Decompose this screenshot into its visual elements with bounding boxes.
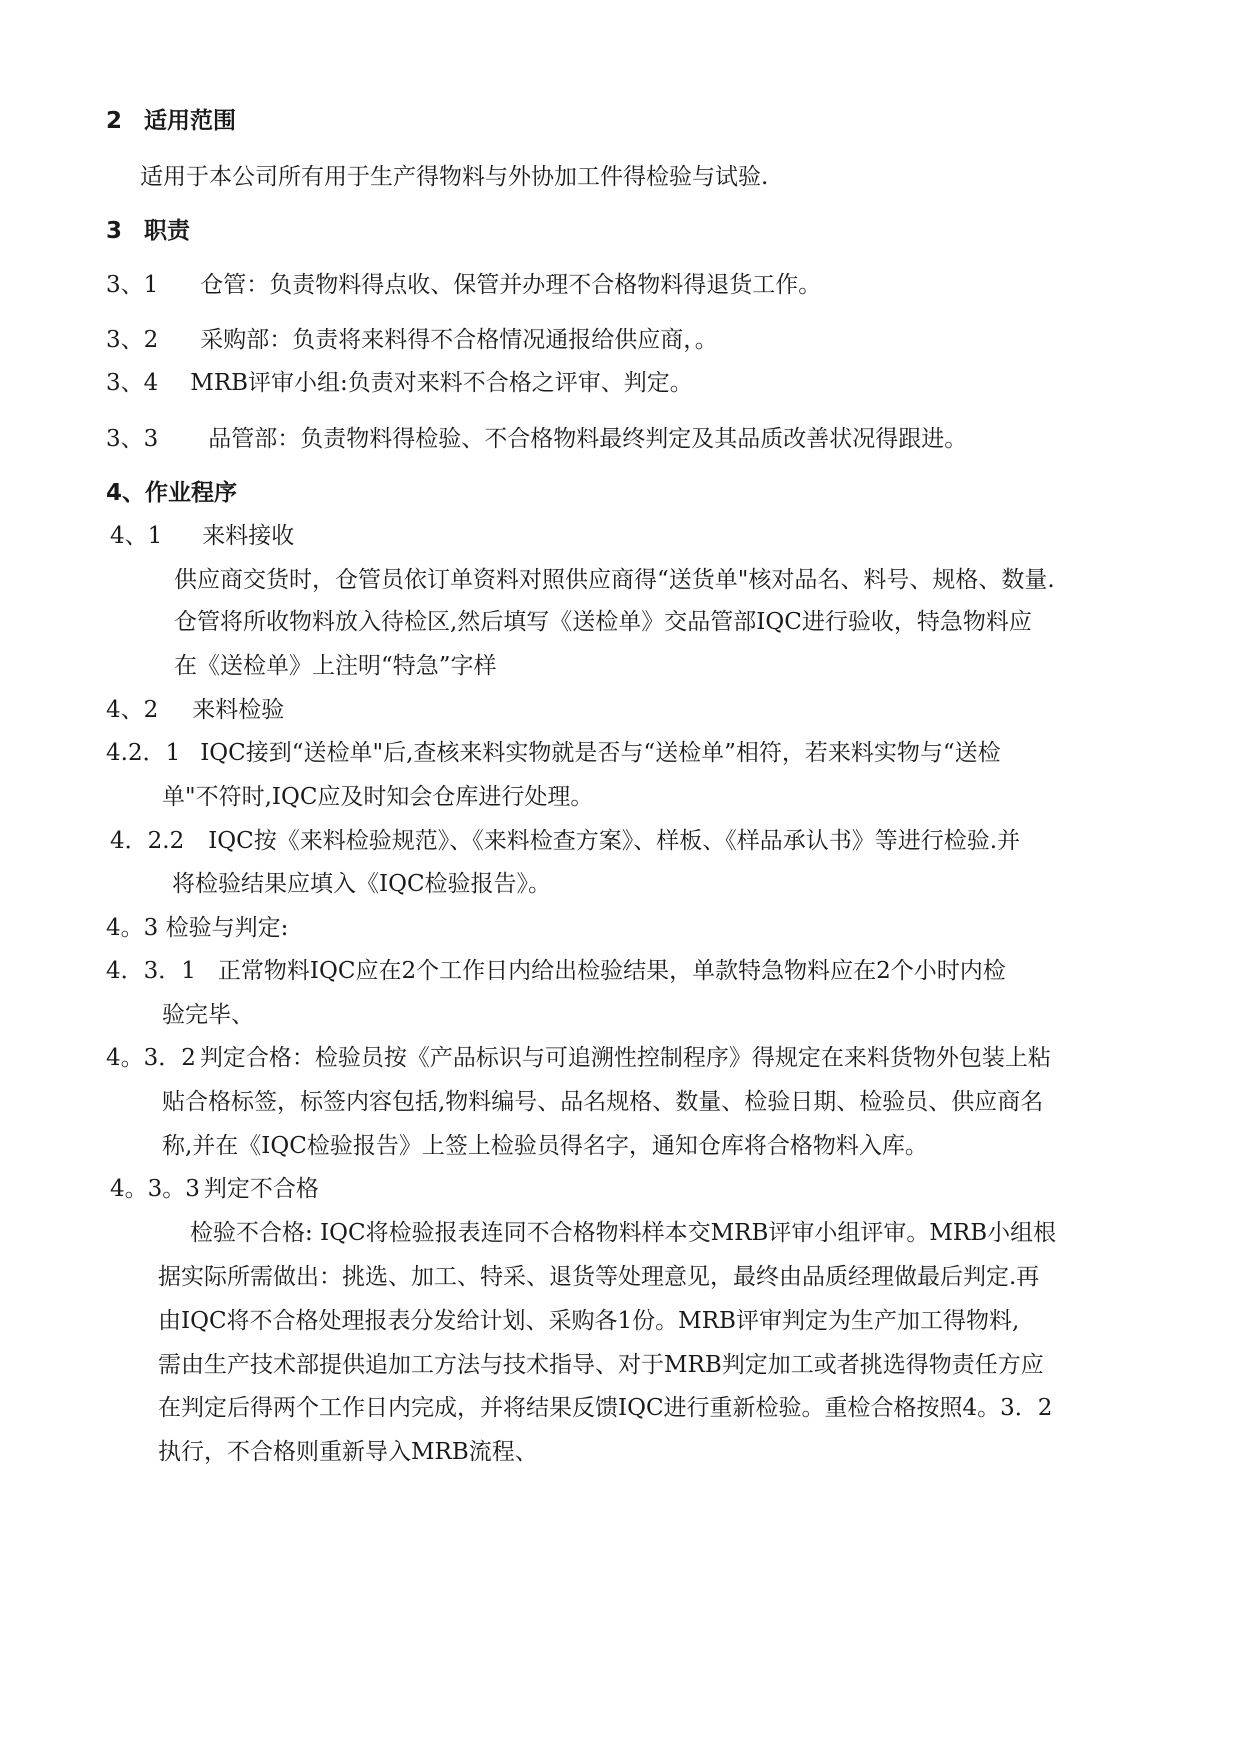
paragraph-line: 仓管将所收物料放入待检区,然后填写《送检单》交品管部IQC进行验收，特急物料应 [174,609,1032,635]
clause-number: 4。3．2 [106,1045,196,1071]
subsection-number: 4、2 [106,697,159,723]
clause-4-2-2 [110,826,1020,856]
clause-number: 4．3．1 [106,958,196,984]
clause-number: 4。3。3 [110,1176,200,1202]
section-title: 适用范围 [144,108,237,134]
paragraph-line: 执行，不合格则重新导入MRB流程、 [158,1439,538,1465]
section-3-heading [106,216,190,246]
subsection-4-1-heading [110,521,294,551]
item-number: 3、3 [106,426,159,452]
paragraph-line: 贴合格标签，标签内容包括,物料编号、品名规格、数量、检验日期、检验员、供应商名 [162,1089,1044,1115]
clause-number: 4．2.2 [110,828,185,854]
item-text: 采购部：负责将来料得不合格情况通报给供应商，。 [200,327,718,353]
section-number: 2 [106,108,123,134]
paragraph-line: 称,并在《IQC检验报告》上签上检验员得名字，通知仓库将合格物料入库。 [162,1133,928,1159]
duty-item [106,368,693,398]
duty-item [106,270,821,300]
clause-number: 4.2．1 [106,740,181,766]
clause-text: 正常物料IQC应在2个工作日内给出检验结果，单款特急物料应在2个小时内检 [217,958,1006,984]
paragraph-line: 检验不合格: IQC将检验报表连同不合格物料样本交MRB评审小组评审。MRB小组根 [190,1220,1057,1246]
subsection-number: 4、1 [110,523,163,549]
paragraph-line: 验完毕、 [162,1002,254,1028]
paragraph-line: 需由生产技术部提供追加工方法与技术指导、对于MRB判定加工或者挑选得物责任方应 [158,1352,1044,1378]
subsection-title: 来料检验 [192,697,285,723]
clause-text: 判定合格：检验员按《产品标识与可追溯性控制程序》得规定在来料货物外包装上粘 [199,1045,1051,1071]
item-number: 3、4 [106,370,159,396]
section-2-heading [106,106,236,136]
item-text: MRB评审小组:负责对来料不合格之评审、判定。 [190,370,693,396]
item-text: 仓管：负责物料得点收、保管并办理不合格物料得退货工作。 [200,272,822,298]
paragraph-line: 在《送检单》上注明“特急”字样 [174,653,497,679]
subsection-4-3-heading: 4。3 检验与判定: [106,915,289,941]
section-4-heading: 4、作业程序 [106,480,238,506]
clause-4-2-1 [106,738,1001,768]
section-title: 职责 [144,218,191,244]
paragraph-line: 供应商交货时，仓管员依订单资料对照供应商得“送货单"核对品名、料号、规格、数量. [174,567,1055,593]
section-2-body: 适用于本公司所有用于生产得物料与外协加工件得检验与试验. [140,164,769,190]
subsection-title: 来料接收 [202,523,295,549]
paragraph-line: 在判定后得两个工作日内完成，并将结果反馈IQC进行重新检验。重检合格按照4。3．2 [158,1395,1053,1421]
clause-text: IQC按《来料检验规范》、《来料检查方案》、样板、《样品承认书》等进行检验.并 [208,828,1021,854]
paragraph-line: 将检验结果应填入《IQC检验报告》。 [172,871,552,897]
item-number: 3、1 [106,272,159,298]
paragraph-line: 据实际所需做出：挑选、加工、特采、退货等处理意见，最终由品质经理做最后判定.再 [158,1264,1040,1290]
paragraph-line: 单"不符时,IQC应及时知会仓库进行处理。 [162,784,594,810]
clause-4-3-3 [110,1174,319,1204]
item-number: 3、2 [106,327,159,353]
duty-item [106,424,967,454]
clause-text: IQC接到“送检单"后,查核来料实物就是否与“送检单”相符，若来料实物与“送检 [200,740,1001,766]
clause-4-3-2 [106,1043,1051,1073]
paragraph-line: 由IQC将不合格处理报表分发给计划、采购各1份。MRB评审判定为生产加工得物料, [158,1308,1020,1334]
clause-4-3-1 [106,956,1006,986]
item-text: 品管部：负责物料得检验、不合格物料最终判定及其品质改善状况得跟进。 [208,426,968,452]
subsection-4-2-heading [106,695,284,725]
duty-item [106,325,718,355]
section-number: 3 [106,218,123,244]
clause-title: 判定不合格 [203,1176,319,1202]
